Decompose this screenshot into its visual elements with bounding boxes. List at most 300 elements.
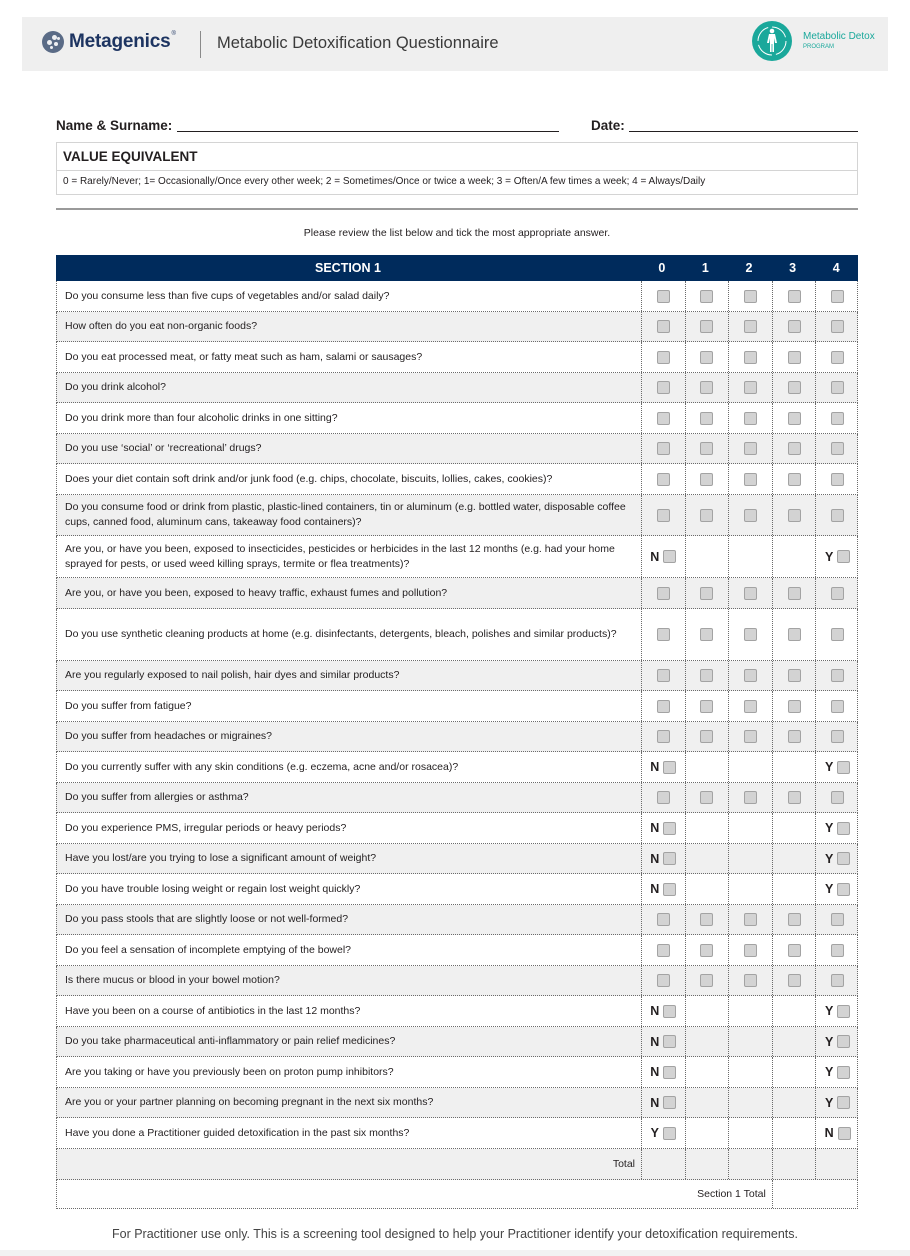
answer-checkbox[interactable] xyxy=(657,351,670,364)
answer-checkbox[interactable] xyxy=(788,791,801,804)
answer-checkbox[interactable] xyxy=(663,1066,676,1079)
section-total-label: Section 1 Total xyxy=(697,1188,766,1200)
answer-checkbox[interactable] xyxy=(744,381,757,394)
answer-checkbox[interactable] xyxy=(700,381,713,394)
answer-checkbox[interactable] xyxy=(657,628,670,641)
table-row xyxy=(56,312,858,342)
answer-checkbox[interactable] xyxy=(657,913,670,926)
answer-checkbox[interactable] xyxy=(744,628,757,641)
answer-checkbox[interactable] xyxy=(663,1127,676,1140)
answer-checkbox[interactable] xyxy=(831,320,844,333)
total-cell-0[interactable] xyxy=(641,1149,685,1179)
brand-name: Metagenics® xyxy=(69,31,176,52)
question-text: Do you drink alcohol? xyxy=(65,381,166,393)
table-row xyxy=(56,661,858,691)
name-field[interactable] xyxy=(177,131,559,132)
answer-cell-4 xyxy=(815,813,859,843)
question-text: Do you take pharmaceutical anti-inflammatory or pain relief medicines? xyxy=(65,1035,396,1047)
answer-checkbox[interactable] xyxy=(744,412,757,425)
answer-checkbox[interactable] xyxy=(831,628,844,641)
right-option-label: Y xyxy=(825,1065,834,1079)
answer-cell-3 xyxy=(772,844,816,873)
answer-cell-4 xyxy=(815,996,859,1026)
answer-checkbox[interactable] xyxy=(831,913,844,926)
answer-cell-1 xyxy=(685,342,729,372)
answer-cell-2 xyxy=(728,783,772,812)
answer-checkbox[interactable] xyxy=(831,974,844,987)
answer-checkbox[interactable] xyxy=(657,381,670,394)
table-header xyxy=(56,255,858,281)
answer-checkbox[interactable] xyxy=(838,1127,851,1140)
answer-cell-2 xyxy=(728,281,772,311)
answer-cell-3 xyxy=(772,403,816,433)
answer-cell-2 xyxy=(728,1118,772,1148)
answer-checkbox[interactable] xyxy=(663,822,676,835)
answer-cell-2 xyxy=(728,464,772,494)
question-text: Do you eat processed meat, or fatty meat such as ham, salami or sausages? xyxy=(65,350,423,363)
answer-cell-4 xyxy=(815,312,859,341)
answer-checkbox[interactable] xyxy=(831,944,844,957)
answer-cell-3 xyxy=(772,312,816,341)
answer-cell-4 xyxy=(815,342,859,372)
answer-checkbox[interactable] xyxy=(744,587,757,600)
answer-checkbox[interactable] xyxy=(788,412,801,425)
answer-cell-3 xyxy=(772,691,816,721)
table-row xyxy=(56,905,858,935)
answer-cell-0 xyxy=(641,691,685,721)
left-option-label: N xyxy=(650,882,660,896)
answer-checkbox[interactable] xyxy=(700,473,713,486)
answer-checkbox[interactable] xyxy=(700,913,713,926)
table-row xyxy=(56,464,858,495)
answer-cell-4 xyxy=(815,905,859,934)
name-label: Name & Surname: xyxy=(56,118,173,133)
answer-checkbox[interactable] xyxy=(663,550,676,563)
answer-checkbox[interactable] xyxy=(700,320,713,333)
answer-checkbox[interactable] xyxy=(700,974,713,987)
answer-checkbox[interactable] xyxy=(657,700,670,713)
answer-cell-2 xyxy=(728,844,772,873)
table-row xyxy=(56,536,858,578)
name-date-row xyxy=(56,118,858,134)
answer-cell-2 xyxy=(728,312,772,341)
question-text: How often do you eat non-organic foods? xyxy=(65,320,258,332)
answer-cell-1 xyxy=(685,1088,729,1117)
question-text: Do you pass stools that are slightly loose or not well-formed? xyxy=(65,913,349,925)
total-row xyxy=(56,1149,858,1180)
answer-cell-3 xyxy=(772,609,816,660)
answer-cell-2 xyxy=(728,495,772,535)
left-option-label: N xyxy=(650,760,660,774)
answer-checkbox[interactable] xyxy=(788,587,801,600)
answer-cell-0 xyxy=(641,996,685,1026)
answer-checkbox[interactable] xyxy=(837,761,850,774)
answer-cell-1 xyxy=(685,1118,729,1148)
answer-checkbox[interactable] xyxy=(788,442,801,455)
answer-checkbox[interactable] xyxy=(700,290,713,303)
answer-checkbox[interactable] xyxy=(700,442,713,455)
answer-checkbox[interactable] xyxy=(744,669,757,682)
table-row xyxy=(56,813,858,844)
answer-checkbox[interactable] xyxy=(788,944,801,957)
question-text: Have you done a Practitioner guided detoxification in the past six months? xyxy=(65,1126,410,1139)
answer-cell-1 xyxy=(685,1057,729,1087)
answer-cell-2 xyxy=(728,434,772,463)
answer-cell-1 xyxy=(685,783,729,812)
right-option-label: Y xyxy=(825,1034,834,1049)
column-header-1: 1 xyxy=(701,261,709,275)
answer-checkbox[interactable] xyxy=(657,473,670,486)
answer-checkbox[interactable] xyxy=(700,509,713,522)
left-option-label: Y xyxy=(650,1126,659,1140)
answer-checkbox[interactable] xyxy=(700,700,713,713)
answer-checkbox[interactable] xyxy=(657,974,670,987)
right-option-label: Y xyxy=(825,882,834,896)
answer-checkbox[interactable] xyxy=(663,1005,676,1018)
answer-cell-2 xyxy=(728,752,772,782)
answer-checkbox[interactable] xyxy=(788,509,801,522)
table-row xyxy=(56,281,858,312)
answer-cell-3 xyxy=(772,661,816,690)
answer-cell-4 xyxy=(815,874,859,904)
answer-cell-1 xyxy=(685,434,729,463)
answer-cell-4 xyxy=(815,1118,859,1148)
table-row xyxy=(56,578,858,609)
table-row xyxy=(56,722,858,752)
answer-cell-0 xyxy=(641,661,685,690)
question-text: Are you regularly exposed to nail polish, hair dyes and similar products? xyxy=(65,669,400,681)
answer-cell-3 xyxy=(772,373,816,402)
answer-checkbox[interactable] xyxy=(663,1035,676,1048)
metabolic-detox-logo-icon xyxy=(752,21,792,61)
answer-checkbox[interactable] xyxy=(657,412,670,425)
right-option-label: Y xyxy=(825,1004,834,1018)
answer-checkbox[interactable] xyxy=(657,320,670,333)
answer-cell-0 xyxy=(641,722,685,751)
answer-cell-2 xyxy=(728,342,772,372)
answer-checkbox[interactable] xyxy=(700,351,713,364)
table-row xyxy=(56,844,858,874)
table-row xyxy=(56,495,858,536)
answer-cell-2 xyxy=(728,874,772,904)
answer-cell-1 xyxy=(685,609,729,660)
question-text: Have you been on a course of antibiotics in the last 12 months? xyxy=(65,1004,361,1017)
answer-checkbox[interactable] xyxy=(744,473,757,486)
total-cell-2[interactable] xyxy=(728,1149,772,1179)
answer-cell-1 xyxy=(685,813,729,843)
answer-checkbox[interactable] xyxy=(700,944,713,957)
question-text: Is there mucus or blood in your bowel motion? xyxy=(65,974,280,986)
answer-cell-2 xyxy=(728,691,772,721)
answer-checkbox[interactable] xyxy=(837,1005,850,1018)
answer-cell-0 xyxy=(641,844,685,873)
answer-checkbox[interactable] xyxy=(788,381,801,394)
table-row xyxy=(56,966,858,996)
question-text: Do you suffer from allergies or asthma? xyxy=(65,791,249,803)
date-field[interactable] xyxy=(629,131,858,132)
answer-cell-3 xyxy=(772,874,816,904)
answer-cell-0 xyxy=(641,403,685,433)
answer-cell-0 xyxy=(641,905,685,934)
answer-checkbox[interactable] xyxy=(744,730,757,743)
answer-cell-1 xyxy=(685,464,729,494)
answer-checkbox[interactable] xyxy=(657,587,670,600)
answer-checkbox[interactable] xyxy=(788,669,801,682)
answer-checkbox[interactable] xyxy=(837,1096,850,1109)
question-text: Do you use synthetic cleaning products at home (e.g. disinfectants, detergents, bleach, polishes and similar products)? xyxy=(65,628,617,640)
answer-cell-0 xyxy=(641,1027,685,1056)
total-cell-4[interactable] xyxy=(815,1149,859,1179)
answer-cell-3 xyxy=(772,752,816,782)
question-text: Do you experience PMS, irregular periods or heavy periods? xyxy=(65,821,347,834)
answer-checkbox[interactable] xyxy=(831,509,844,522)
question-text: Do you currently suffer with any skin conditions (e.g. eczema, acne and/or rosacea)? xyxy=(65,760,459,773)
value-equivalent-box xyxy=(56,142,858,195)
page-header xyxy=(22,17,888,71)
answer-checkbox[interactable] xyxy=(831,669,844,682)
answer-checkbox[interactable] xyxy=(831,381,844,394)
answer-cell-3 xyxy=(772,1027,816,1056)
bottom-band xyxy=(0,1250,910,1256)
answer-checkbox[interactable] xyxy=(837,852,850,865)
answer-checkbox[interactable] xyxy=(788,290,801,303)
answer-cell-3 xyxy=(772,1088,816,1117)
answer-checkbox[interactable] xyxy=(837,883,850,896)
answer-checkbox[interactable] xyxy=(700,587,713,600)
answer-cell-3 xyxy=(772,578,816,608)
answer-cell-0 xyxy=(641,434,685,463)
answer-cell-3 xyxy=(772,434,816,463)
answer-cell-1 xyxy=(685,312,729,341)
answer-checkbox[interactable] xyxy=(788,628,801,641)
answer-cell-0 xyxy=(641,464,685,494)
answer-checkbox[interactable] xyxy=(831,587,844,600)
answer-checkbox[interactable] xyxy=(657,730,670,743)
question-text: Have you lost/are you trying to lose a significant amount of weight? xyxy=(65,852,377,864)
answer-cell-2 xyxy=(728,1057,772,1087)
answer-cell-2 xyxy=(728,609,772,660)
answer-cell-2 xyxy=(728,813,772,843)
answer-checkbox[interactable] xyxy=(788,974,801,987)
table-row xyxy=(56,874,858,905)
answer-checkbox[interactable] xyxy=(744,700,757,713)
answer-cell-4 xyxy=(815,752,859,782)
question-text: Do you have trouble losing weight or regain lost weight quickly? xyxy=(65,882,361,895)
answer-cell-4 xyxy=(815,1057,859,1087)
answer-cell-2 xyxy=(728,935,772,965)
answer-checkbox[interactable] xyxy=(744,442,757,455)
answer-cell-3 xyxy=(772,813,816,843)
answer-checkbox[interactable] xyxy=(744,509,757,522)
total-cell-3[interactable] xyxy=(772,1149,816,1179)
table-row xyxy=(56,609,858,661)
answer-checkbox[interactable] xyxy=(831,473,844,486)
section-total-cell[interactable] xyxy=(772,1180,859,1208)
answer-cell-3 xyxy=(772,966,816,995)
answer-cell-4 xyxy=(815,495,859,535)
column-header-3: 3 xyxy=(789,261,797,275)
question-text: Do you suffer from fatigue? xyxy=(65,699,192,712)
answer-cell-1 xyxy=(685,691,729,721)
answer-cell-2 xyxy=(728,578,772,608)
answer-cell-4 xyxy=(815,966,859,995)
answer-checkbox[interactable] xyxy=(657,290,670,303)
answer-cell-3 xyxy=(772,464,816,494)
answer-checkbox[interactable] xyxy=(700,730,713,743)
value-equivalent-text: 0 = Rarely/Never; 1= Occasionally/Once every other week; 2 = Sometimes/Once or twice a week; 3 = Often/A few times a week; 4 = Always/Daily xyxy=(63,176,706,187)
answer-cell-1 xyxy=(685,966,729,995)
right-option-label: Y xyxy=(825,821,834,835)
answer-cell-1 xyxy=(685,844,729,873)
right-option-label: Y xyxy=(825,549,834,564)
answer-checkbox[interactable] xyxy=(788,351,801,364)
answer-cell-1 xyxy=(685,722,729,751)
answer-checkbox[interactable] xyxy=(657,791,670,804)
answer-cell-0 xyxy=(641,578,685,608)
answer-cell-3 xyxy=(772,935,816,965)
answer-checkbox[interactable] xyxy=(700,669,713,682)
question-text: Do you use ‘social’ or ‘recreational’ drugs? xyxy=(65,442,262,454)
answer-cell-4 xyxy=(815,434,859,463)
answer-checkbox[interactable] xyxy=(831,700,844,713)
answer-checkbox[interactable] xyxy=(788,913,801,926)
table-row xyxy=(56,373,858,403)
answer-checkbox[interactable] xyxy=(663,883,676,896)
value-equivalent-title: VALUE EQUIVALENT xyxy=(57,143,857,171)
answer-checkbox[interactable] xyxy=(663,761,676,774)
answer-cell-4 xyxy=(815,281,859,311)
answer-checkbox[interactable] xyxy=(837,1035,850,1048)
question-text: Are you or your partner planning on becoming pregnant in the next six months? xyxy=(65,1096,434,1108)
answer-cell-3 xyxy=(772,1057,816,1087)
question-text: Do you consume less than five cups of vegetables and/or salad daily? xyxy=(65,289,390,302)
answer-cell-0 xyxy=(641,1057,685,1087)
answer-cell-0 xyxy=(641,966,685,995)
answer-checkbox[interactable] xyxy=(837,822,850,835)
answer-checkbox[interactable] xyxy=(837,550,850,563)
metagenics-logo-icon xyxy=(42,31,64,53)
table-row xyxy=(56,752,858,783)
answer-cell-4 xyxy=(815,464,859,494)
answer-cell-4 xyxy=(815,1088,859,1117)
answer-cell-0 xyxy=(641,342,685,372)
answer-checkbox[interactable] xyxy=(657,669,670,682)
answer-cell-1 xyxy=(685,373,729,402)
answer-cell-4 xyxy=(815,783,859,812)
table-row xyxy=(56,1057,858,1088)
answer-checkbox[interactable] xyxy=(831,442,844,455)
answer-checkbox[interactable] xyxy=(788,320,801,333)
answer-cell-2 xyxy=(728,403,772,433)
answer-cell-4 xyxy=(815,609,859,660)
answer-cell-2 xyxy=(728,996,772,1026)
answer-checkbox[interactable] xyxy=(657,509,670,522)
answer-checkbox[interactable] xyxy=(788,700,801,713)
answer-cell-4 xyxy=(815,403,859,433)
answer-cell-0 xyxy=(641,373,685,402)
answer-checkbox[interactable] xyxy=(831,290,844,303)
table-row xyxy=(56,403,858,434)
answer-checkbox[interactable] xyxy=(663,852,676,865)
answer-cell-0 xyxy=(641,783,685,812)
answer-cell-1 xyxy=(685,752,729,782)
answer-checkbox[interactable] xyxy=(744,791,757,804)
answer-checkbox[interactable] xyxy=(788,473,801,486)
answer-checkbox[interactable] xyxy=(700,628,713,641)
answer-cell-0 xyxy=(641,281,685,311)
answer-cell-0 xyxy=(641,752,685,782)
answer-cell-1 xyxy=(685,1027,729,1056)
total-cell-1[interactable] xyxy=(685,1149,729,1179)
answer-checkbox[interactable] xyxy=(663,1096,676,1109)
answer-cell-3 xyxy=(772,281,816,311)
instruction-text: Please review the list below and tick the most appropriate answer. xyxy=(303,227,611,239)
answer-cell-2 xyxy=(728,905,772,934)
answer-cell-3 xyxy=(772,722,816,751)
column-header-4: 4 xyxy=(832,261,840,275)
answer-cell-2 xyxy=(728,536,772,577)
answer-cell-1 xyxy=(685,281,729,311)
answer-cell-3 xyxy=(772,342,816,372)
answer-checkbox[interactable] xyxy=(657,442,670,455)
question-text: Are you, or have you been, exposed to insecticides, pesticides or herbicides in the last 12 months (e.g. had your home sprayed for pests, or used weed killing sprays, termite or flea treatments)? xyxy=(65,542,615,570)
answer-cell-2 xyxy=(728,1027,772,1056)
answer-cell-3 xyxy=(772,495,816,535)
answer-cell-4 xyxy=(815,844,859,873)
answer-cell-3 xyxy=(772,536,816,577)
answer-checkbox[interactable] xyxy=(700,791,713,804)
answer-checkbox[interactable] xyxy=(657,944,670,957)
answer-cell-4 xyxy=(815,373,859,402)
question-text: Are you, or have you been, exposed to heavy traffic, exhaust fumes and pollution? xyxy=(65,586,448,599)
answer-checkbox[interactable] xyxy=(831,412,844,425)
answer-cell-0 xyxy=(641,536,685,577)
total-label: Total xyxy=(612,1158,635,1170)
column-header-0: 0 xyxy=(658,261,666,275)
answer-cell-4 xyxy=(815,722,859,751)
question-text: Are you taking or have you previously been on proton pump inhibitors? xyxy=(65,1065,394,1078)
answer-cell-2 xyxy=(728,1088,772,1117)
table-row xyxy=(56,935,858,966)
table-row xyxy=(56,434,858,464)
table-body xyxy=(56,281,858,1149)
answer-cell-2 xyxy=(728,722,772,751)
left-option-label: N xyxy=(650,1095,660,1110)
answer-checkbox[interactable] xyxy=(744,351,757,364)
answer-checkbox[interactable] xyxy=(837,1066,850,1079)
answer-checkbox[interactable] xyxy=(744,944,757,957)
answer-checkbox[interactable] xyxy=(744,974,757,987)
answer-checkbox[interactable] xyxy=(831,791,844,804)
answer-checkbox[interactable] xyxy=(831,730,844,743)
answer-cell-1 xyxy=(685,578,729,608)
answer-checkbox[interactable] xyxy=(744,913,757,926)
answer-cell-1 xyxy=(685,661,729,690)
answer-checkbox[interactable] xyxy=(831,351,844,364)
answer-checkbox[interactable] xyxy=(744,290,757,303)
section-total-row xyxy=(56,1180,858,1209)
answer-checkbox[interactable] xyxy=(744,320,757,333)
answer-cell-4 xyxy=(815,536,859,577)
table-row xyxy=(56,342,858,373)
table-row xyxy=(56,1118,858,1149)
left-option-label: N xyxy=(650,1034,660,1049)
answer-cell-0 xyxy=(641,495,685,535)
answer-cell-1 xyxy=(685,996,729,1026)
answer-cell-4 xyxy=(815,1027,859,1056)
answer-checkbox[interactable] xyxy=(700,412,713,425)
answer-checkbox[interactable] xyxy=(788,730,801,743)
